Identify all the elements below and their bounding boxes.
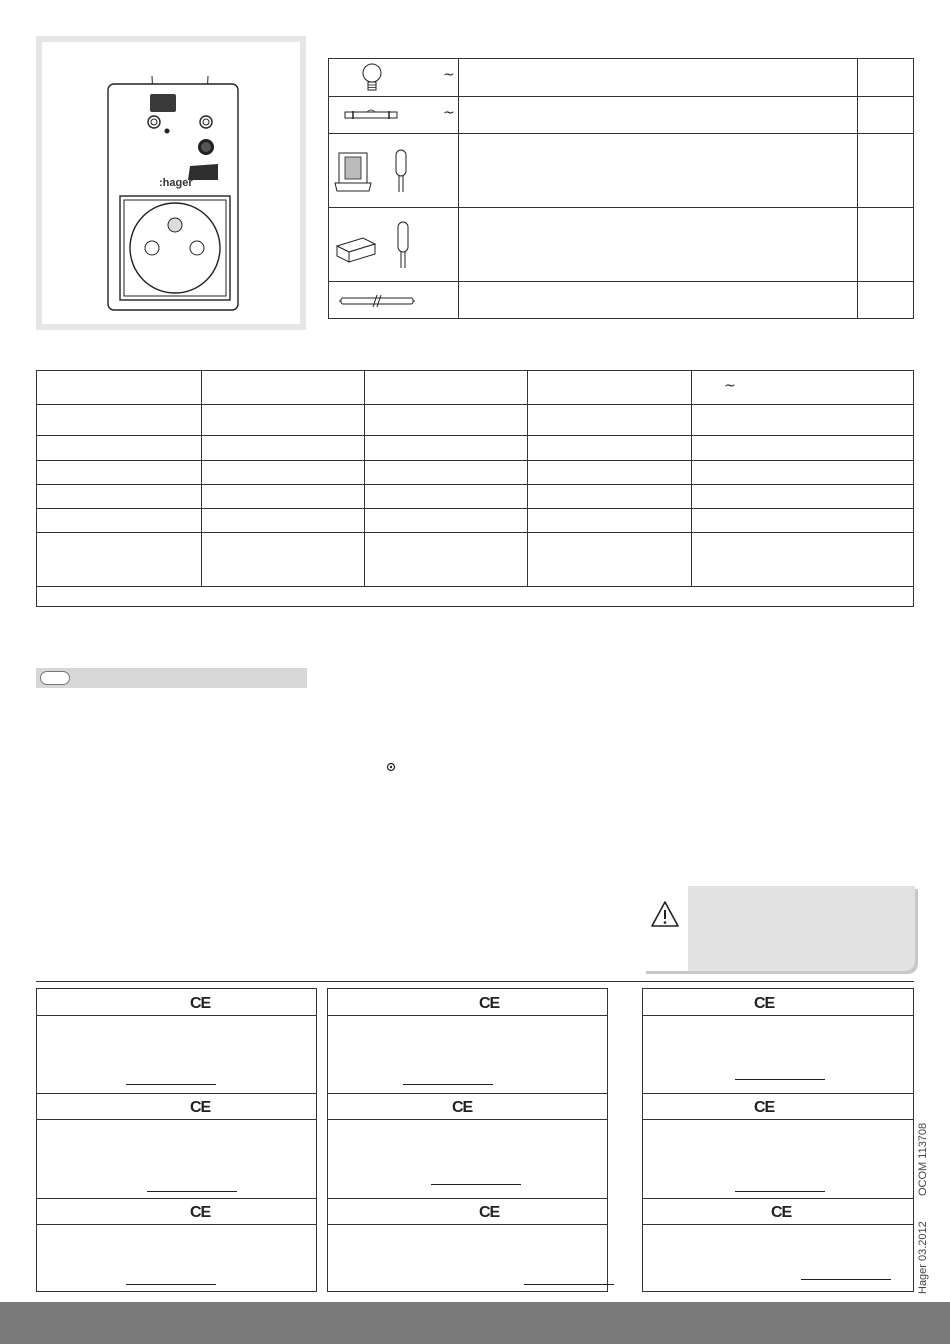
load-row-ferromagnetic-transformer xyxy=(329,134,913,208)
language-badge xyxy=(40,671,70,685)
document-code: OCOM 113708 xyxy=(917,1122,929,1196)
linear-halogen-icon xyxy=(343,108,399,122)
spec-row xyxy=(37,485,913,509)
signature-line xyxy=(801,1279,891,1280)
language-section-bar xyxy=(36,668,307,688)
ac-supply-symbol: ~ xyxy=(443,67,455,83)
load-row-electronic-transformer xyxy=(329,208,913,282)
ce-mark-icon: CE xyxy=(190,995,211,1012)
ce-mark-icon: CE xyxy=(754,995,775,1012)
ce-mark-icon: CE xyxy=(754,1099,775,1116)
load-rating-cell xyxy=(857,208,913,281)
signature-line xyxy=(147,1191,237,1192)
spec-row xyxy=(37,509,913,533)
load-row-incandescent xyxy=(329,59,913,97)
load-row-fluorescent xyxy=(329,282,913,319)
ac-supply-symbol: ~ xyxy=(724,378,736,394)
footer-band xyxy=(0,1302,950,1344)
fluorescent-tube-icon xyxy=(337,294,417,308)
device-illustration xyxy=(42,42,300,324)
halogen-capsule-icon xyxy=(393,148,409,194)
ce-mark-icon: CE xyxy=(771,1204,792,1221)
transformer-icon xyxy=(333,149,373,195)
spec-row xyxy=(37,461,913,485)
spec-row xyxy=(37,436,913,461)
signature-line xyxy=(126,1284,216,1285)
ac-supply-symbol: ~ xyxy=(443,105,455,121)
load-type-table xyxy=(328,58,914,319)
load-rating-cell xyxy=(857,282,913,319)
ce-mark-icon: CE xyxy=(479,1204,500,1221)
signature-line xyxy=(735,1079,825,1080)
load-rating-cell xyxy=(857,59,913,96)
spec-row xyxy=(37,533,913,587)
signature-line xyxy=(403,1084,493,1085)
ce-mark-icon: CE xyxy=(479,995,500,1012)
signature-line xyxy=(735,1191,825,1192)
specification-table xyxy=(36,370,914,607)
halogen-capsule-icon xyxy=(395,220,411,270)
device-brand-label: :hager xyxy=(159,177,193,189)
electronic-transformer-icon xyxy=(333,234,379,264)
ce-declaration-column-1 xyxy=(36,988,317,1292)
load-rating-cell xyxy=(857,97,913,133)
signature-line xyxy=(126,1084,216,1085)
load-rating-cell xyxy=(857,134,913,207)
ce-mark-icon: CE xyxy=(452,1099,473,1116)
ce-declaration-column-3 xyxy=(642,988,914,1292)
spec-header-row xyxy=(37,371,913,405)
edition-date: Hager 03.2012 xyxy=(917,1221,929,1294)
signature-line xyxy=(431,1184,521,1185)
spec-footer-row xyxy=(37,587,913,606)
load-row-linear-halogen xyxy=(329,97,913,134)
spec-row xyxy=(37,405,913,436)
warning-triangle-icon xyxy=(650,900,680,928)
ce-declaration-column-2 xyxy=(327,988,608,1292)
warning-box xyxy=(643,886,915,971)
bulb-icon xyxy=(357,61,387,95)
device-illustration-frame xyxy=(36,36,306,330)
small-dial-icon xyxy=(386,762,396,772)
ce-mark-icon: CE xyxy=(190,1204,211,1221)
ce-mark-icon: CE xyxy=(190,1099,211,1116)
section-divider xyxy=(36,981,914,982)
signature-line xyxy=(524,1284,614,1285)
